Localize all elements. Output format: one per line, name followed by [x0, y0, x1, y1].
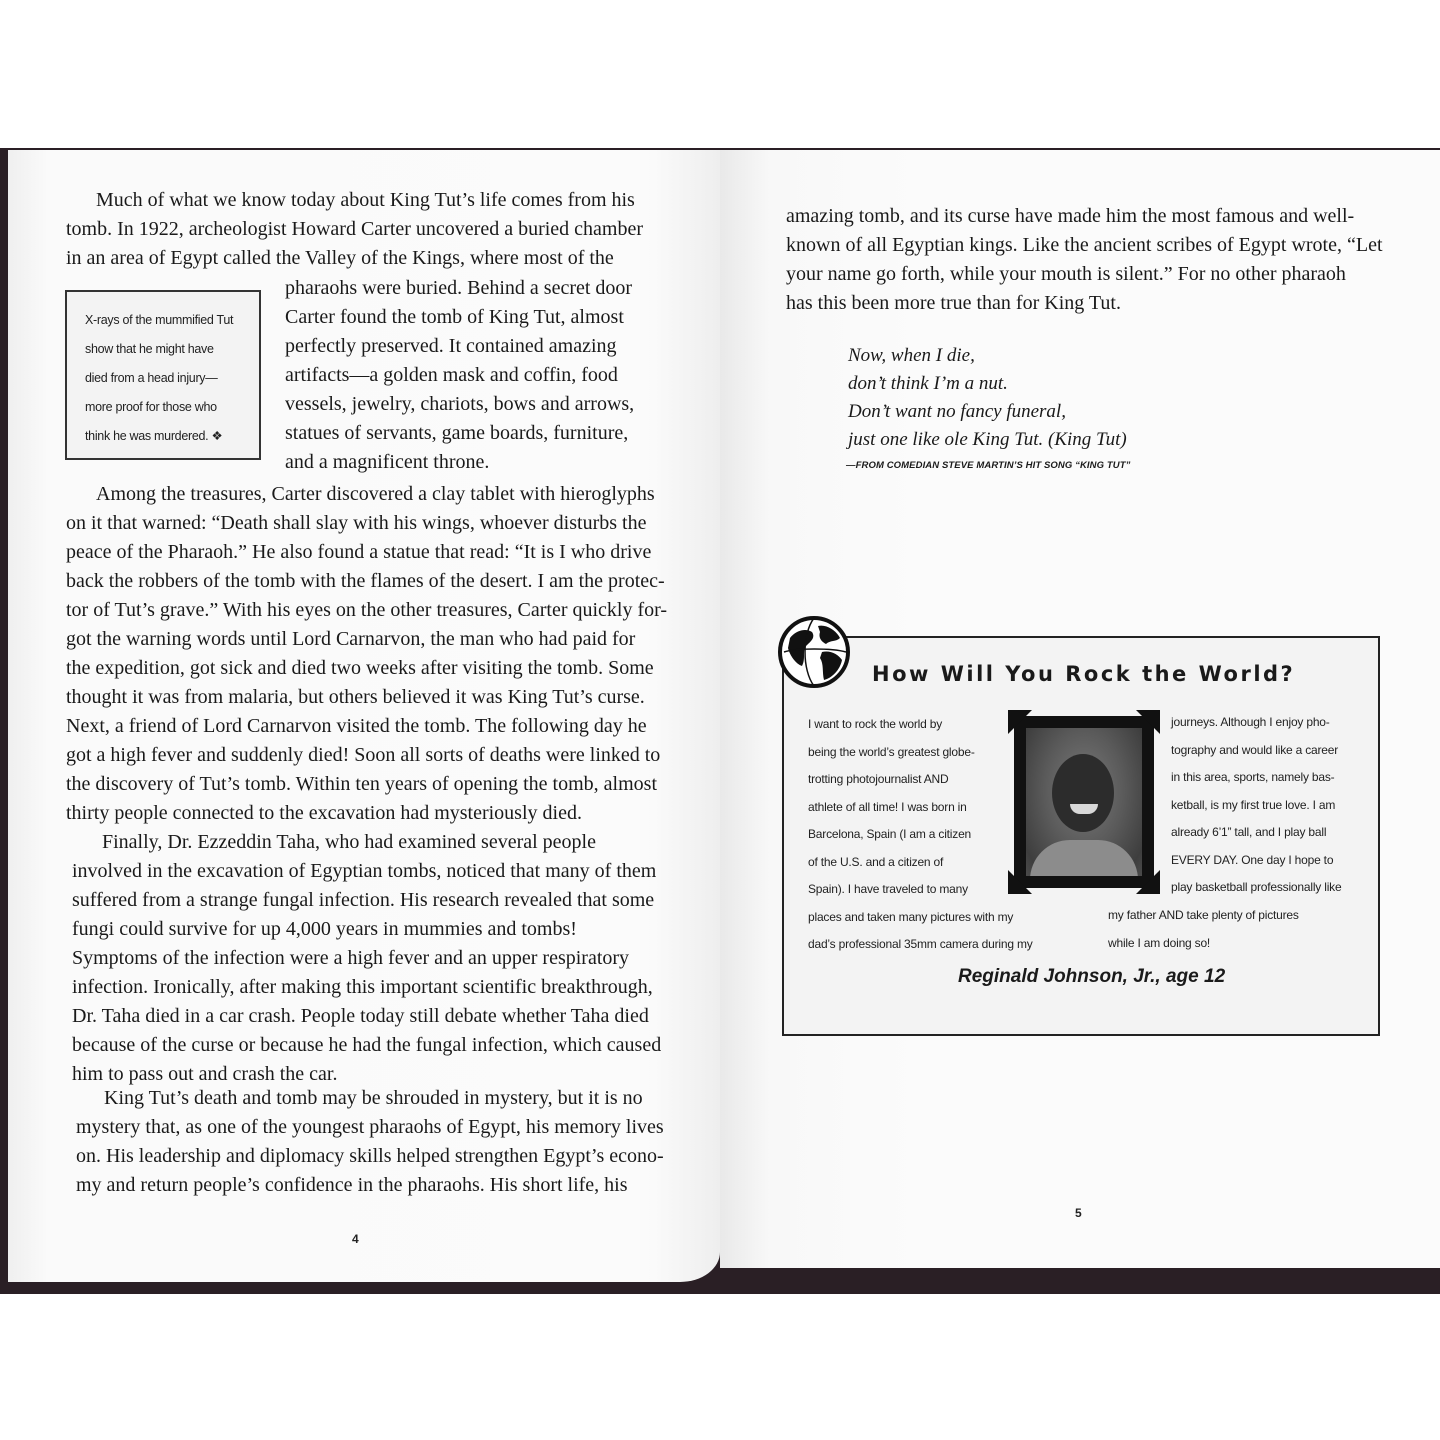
page-number-left: 4: [352, 1232, 359, 1246]
text-line: my and return people’s confidence in the pharaohs. His short life, his: [76, 1174, 628, 1196]
sidebar-line: more proof for those who: [85, 400, 217, 414]
text-line: the expedition, got sick and died two weeks after visiting the tomb. Some: [66, 657, 654, 679]
globe-icon: [776, 608, 856, 694]
rock-line: trotting photojournalist AND: [808, 772, 949, 786]
text-line: the discovery of Tut’s tomb. Within ten years of opening the tomb, almost: [66, 773, 657, 795]
text-line: thought it was from malaria, but others believed it was King Tut’s curse.: [66, 686, 645, 708]
text-line: Carter found the tomb of King Tut, almost: [285, 306, 624, 328]
text-line: on. His leadership and diplomacy skills helped strengthen Egypt’s econo-: [76, 1145, 664, 1167]
poem-line: don’t think I’m a nut.: [848, 373, 1008, 394]
text-line: perfectly preserved. It contained amazing: [285, 335, 617, 357]
text-line: got a high fever and suddenly died! Soon all sorts of deaths were linked to: [66, 744, 661, 766]
text-line: Much of what we know today about King Tut’s life comes from his: [96, 189, 635, 211]
rock-title: How Will You Rock the World?: [872, 662, 1296, 686]
text-line: King Tut’s death and tomb may be shrouded in mystery, but it is no: [104, 1087, 643, 1109]
rock-line: already 6’1” tall, and I play ball: [1171, 825, 1327, 839]
rock-right-column-top: [1171, 709, 1341, 902]
photo-corner-icon: [1008, 710, 1160, 894]
rock-line: Barcelona, Spain (I am a citizen: [808, 827, 972, 841]
rock-line: EVERY DAY. One day I hope to: [1171, 852, 1334, 867]
rock-line: dad’s professional 35mm camera during my: [808, 937, 1033, 951]
sidebar-line: died from a head injury—: [85, 371, 218, 385]
text-line: suffered from a strange fungal infection. His research revealed that some: [72, 889, 655, 911]
rock-line: tography and would like a career: [1171, 742, 1339, 757]
text-line: in an area of Egypt called the Valley of the Kings, where most of the: [66, 247, 614, 269]
poem-line: just one like ole King Tut. (King Tut): [848, 429, 1127, 450]
poem-line: Now, when I die,: [848, 345, 975, 366]
left-para-4: [76, 1084, 696, 1200]
text-line: him to pass out and crash the car.: [72, 1063, 338, 1085]
rock-line: athlete of all time! I was born in: [808, 799, 967, 814]
left-para-3: [72, 828, 692, 1089]
text-line: vessels, jewelry, chariots, bows and arrows,: [285, 393, 635, 415]
text-line: pharaohs were buried. Behind a secret door: [285, 277, 633, 299]
text-line: fungi could survive for up 4,000 years in mummies and tombs!: [72, 918, 577, 940]
sidebar-line: show that he might have: [85, 342, 214, 356]
rock-right-column-bottom: [1108, 902, 1299, 957]
rock-line: I want to rock the world by: [808, 717, 942, 731]
text-line: known of all Egyptian kings. Like the ancient scribes of Egypt wrote, “Let: [786, 234, 1383, 256]
rock-line: ketball, is my first true love. I am: [1171, 797, 1336, 812]
rock-line: while I am doing so!: [1108, 935, 1211, 950]
page-number-right: 5: [1075, 1206, 1082, 1220]
text-line: tomb. In 1922, archeologist Howard Carter uncovered a buried chamber: [66, 218, 644, 240]
rock-line: Spain). I have traveled to many: [808, 882, 968, 896]
text-line: and a magnificent throne.: [285, 451, 490, 473]
rock-line: play basketball professionally like: [1171, 880, 1342, 894]
text-line: artifacts—a golden mask and coffin, food: [285, 364, 618, 386]
text-line: your name go forth, while your mouth is silent.” For no other pharaoh: [786, 263, 1346, 285]
text-line: got the warning words until Lord Carnarvon, the man who had paid for: [66, 628, 636, 650]
left-para-1-wrap: [285, 274, 685, 477]
poem: [848, 342, 1127, 454]
left-para-1: [66, 186, 686, 273]
text-line: Finally, Dr. Ezzeddin Taha, who had examined several people: [102, 831, 596, 853]
rock-left-column: [808, 711, 1033, 959]
text-line: Next, a friend of Lord Carnarvon visited the tomb. The following day he: [66, 715, 647, 737]
left-para-2: [66, 480, 686, 828]
text-line: mystery that, as one of the youngest pharaohs of Egypt, his memory lives: [76, 1116, 664, 1138]
text-line: back the robbers of the tomb with the flames of the desert. I am the protec-: [66, 570, 665, 592]
sidebar-line: X-rays of the mummified Tut: [85, 313, 234, 327]
rock-line: of the U.S. and a citizen of: [808, 854, 944, 869]
signature: Reginald Johnson, Jr., age 12: [958, 966, 1226, 987]
text-line: peace of the Pharaoh.” He also found a statue that read: “It is I who drive: [66, 541, 652, 563]
text-line: Among the treasures, Carter discovered a clay tablet with hieroglyphs: [96, 483, 655, 505]
right-para: [786, 202, 1396, 318]
text-line: infection. Ironically, after making this important scientific breakthrough,: [72, 976, 653, 998]
text-line: involved in the excavation of Egyptian tombs, noticed that many of them: [72, 860, 657, 882]
text-line: statues of servants, game boards, furniture,: [285, 422, 629, 444]
text-line: Dr. Taha died in a car crash. People today still debate whether Taha died: [72, 1005, 649, 1027]
text-line: tor of Tut’s grave.” With his eyes on the other treasures, Carter quickly for-: [66, 599, 668, 621]
sidebar-note: [65, 290, 261, 460]
text-line: has this been more true than for King Tut.: [786, 292, 1121, 314]
text-line: because of the curse or because he had the fungal infection, which caused: [72, 1034, 662, 1056]
text-line: amazing tomb, and its curse have made him the most famous and well-: [786, 205, 1355, 227]
rock-line: being the world’s greatest globe-: [808, 744, 975, 759]
rock-line: in this area, sports, namely bas-: [1171, 770, 1335, 784]
text-line: thirty people connected to the excavation had mysteriously died.: [66, 802, 582, 824]
text-line: Symptoms of the infection were a high fever and an upper respiratory: [72, 947, 630, 969]
rock-line: my father AND take plenty of pictures: [1108, 908, 1299, 922]
sidebar-line: think he was murdered. ❖: [85, 429, 223, 443]
poem-credit: —FROM COMEDIAN STEVE MARTIN’S HIT SONG “KING TUT”: [846, 460, 1131, 471]
text-line: on it that warned: “Death shall slay with his wings, whoever disturbs the: [66, 512, 647, 534]
rock-line: journeys. Although I enjoy pho-: [1171, 715, 1330, 729]
rock-line: places and taken many pictures with my: [808, 909, 1014, 924]
poem-line: Don’t want no fancy funeral,: [848, 401, 1066, 422]
